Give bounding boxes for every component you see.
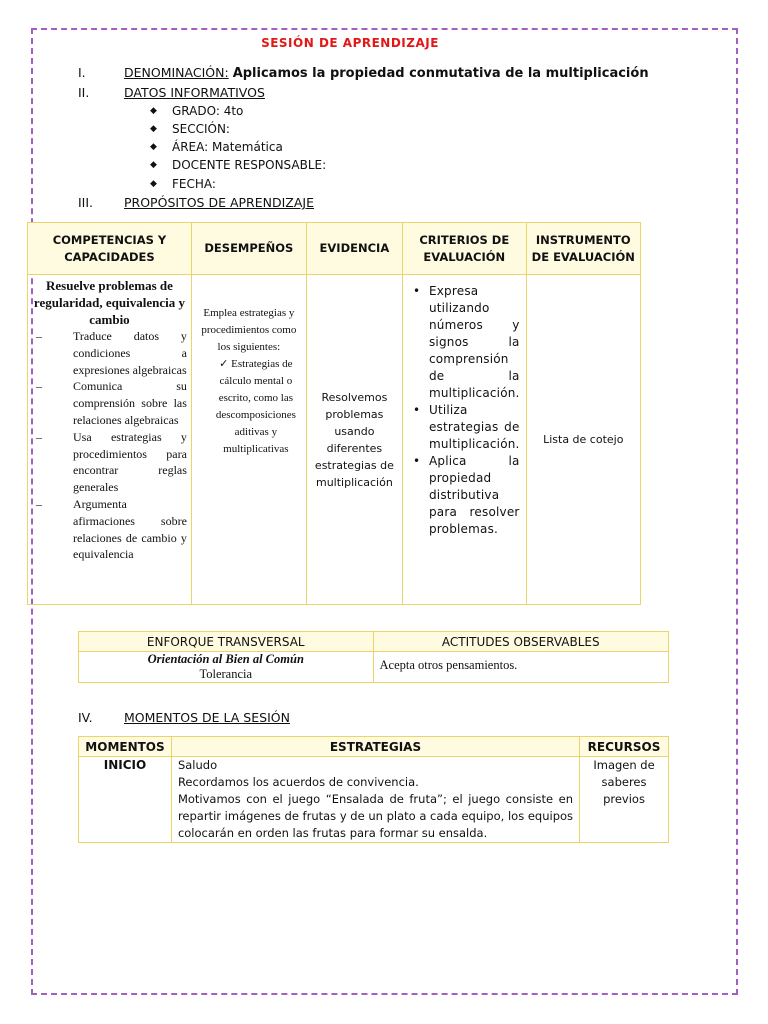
- table-row: [79, 757, 669, 843]
- list-item: • Utiliza estrategias de multiplicación.: [407, 402, 520, 453]
- enfoque-name: Orientación al Bien al Común: [147, 652, 304, 666]
- competencia-title: Resuelve problemas de regularidad, equivalencia y cambio: [33, 278, 185, 327]
- list-item: • Aplica la propiedad distributiva para resolver problemas.: [407, 453, 520, 538]
- diamond-bullet-icon: ◆: [150, 106, 157, 116]
- session-name: Aplicamos la propiedad conmutativa de la multiplicación: [232, 66, 649, 81]
- desempenos-cell: [191, 275, 306, 605]
- list-item: – Usa estrategias y procedimientos para encontrar reglas generales: [32, 429, 187, 496]
- section-propositos: [78, 195, 478, 213]
- page-title: SESIÓN DE APRENDIZAJE: [261, 36, 439, 50]
- header-recursos: RECURSOS: [580, 737, 669, 757]
- header-estrategias: ESTRATEGIAS: [171, 737, 579, 757]
- instrumento-cell: Lista de cotejo: [526, 275, 640, 605]
- list-item: – Comunica su comprensión sobre las relaciones algebraicas: [32, 378, 187, 428]
- datos-item-docente: ◆ DOCENTE RESPONSABLE:: [150, 158, 327, 172]
- momento-cell: INICIO: [79, 757, 172, 843]
- header-criterios: CRITERIOS DE EVALUACIÓN: [402, 223, 526, 275]
- criterios-list: [403, 275, 526, 538]
- datos-item-seccion: ◆ SECCIÓN:: [150, 122, 230, 136]
- section-label: DENOMINACIÓN: Aplicamos la propiedad conmutativa de la multiplicación: [124, 65, 649, 81]
- diamond-bullet-icon: ◆: [150, 160, 157, 170]
- capacidades-list: [28, 328, 191, 563]
- diamond-bullet-icon: ◆: [150, 124, 157, 134]
- header-momentos: MOMENTOS: [79, 737, 172, 757]
- desempeno-item: Estrategias de cálculo mental o escrito, como las descomposiciones aditivas y multiplicativas: [215, 358, 296, 455]
- diamond-bullet-icon: ◆: [150, 179, 157, 189]
- enfoque-table: [78, 631, 669, 683]
- list-item: – Argumenta afirmaciones sobre relaciones de cambio y equivalencia: [32, 496, 187, 563]
- list-item: – Traduce datos y condiciones a expresiones algebraicas: [32, 328, 187, 378]
- estrategias-cell: [171, 757, 579, 843]
- datos-item-fecha: ◆ FECHA:: [150, 177, 216, 191]
- section-number: III.: [78, 195, 94, 210]
- header-desempenos: DESEMPEÑOS: [191, 223, 306, 275]
- momentos-table: [78, 736, 669, 843]
- section-momentos: [78, 710, 478, 728]
- recursos-cell: Imagen de saberes previos: [580, 757, 669, 843]
- desempeno-intro: Emplea estrategias y procedimientos como los siguientes:: [201, 307, 297, 353]
- datos-item-grado: ◆ GRADO: 4to: [150, 104, 244, 118]
- header-evidencia: EVIDENCIA: [306, 223, 402, 275]
- enfoque-value: Tolerancia: [199, 667, 253, 681]
- section-label: MOMENTOS DE LA SESIÓN: [124, 710, 290, 725]
- estrategia-line: Saludo: [177, 758, 218, 772]
- section-number: II.: [78, 85, 90, 100]
- section-denominacion: [78, 65, 678, 83]
- header-competencias: COMPETENCIAS Y CAPACIDADES: [28, 223, 192, 275]
- checkmark-icon: ✓: [219, 358, 229, 370]
- header-actitudes: ACTITUDES OBSERVABLES: [373, 632, 669, 652]
- section-number: I.: [78, 65, 86, 80]
- section-datos: [78, 85, 478, 103]
- section-label: DATOS INFORMATIVOS: [124, 85, 265, 100]
- datos-item-area: ◆ ÁREA: Matemática: [150, 140, 283, 154]
- diamond-bullet-icon: ◆: [150, 142, 157, 152]
- actitud-cell: Acepta otros pensamientos.: [373, 652, 669, 683]
- estrategia-line: Recordamos los acuerdos de convivencia.: [177, 775, 419, 789]
- section-number: IV.: [78, 710, 93, 725]
- enfoque-cell: [79, 652, 374, 683]
- list-item: • Expresa utilizando números y signos la comprensión de la multiplicación.: [407, 283, 520, 402]
- propositos-table: [27, 222, 641, 605]
- estrategia-line: Motivamos con el juego “Ensalada de fruta”; el juego consiste en repartir imágenes de frutas y de un plato a cada equipo, los equipos colocarán en orden las frutas para formar su ensalda.: [177, 792, 574, 840]
- competencias-cell: [28, 275, 192, 605]
- header-instrumento: INSTRUMENTO DE EVALUACIÓN: [526, 223, 640, 275]
- criterios-cell: [402, 275, 526, 605]
- section-label: PROPÓSITOS DE APRENDIZAJE: [124, 195, 314, 210]
- evidencia-cell: Resolvemos problemas usando diferentes estrategias de multiplicación: [306, 275, 402, 605]
- header-enfoque: ENFORQUE TRANSVERSAL: [79, 632, 374, 652]
